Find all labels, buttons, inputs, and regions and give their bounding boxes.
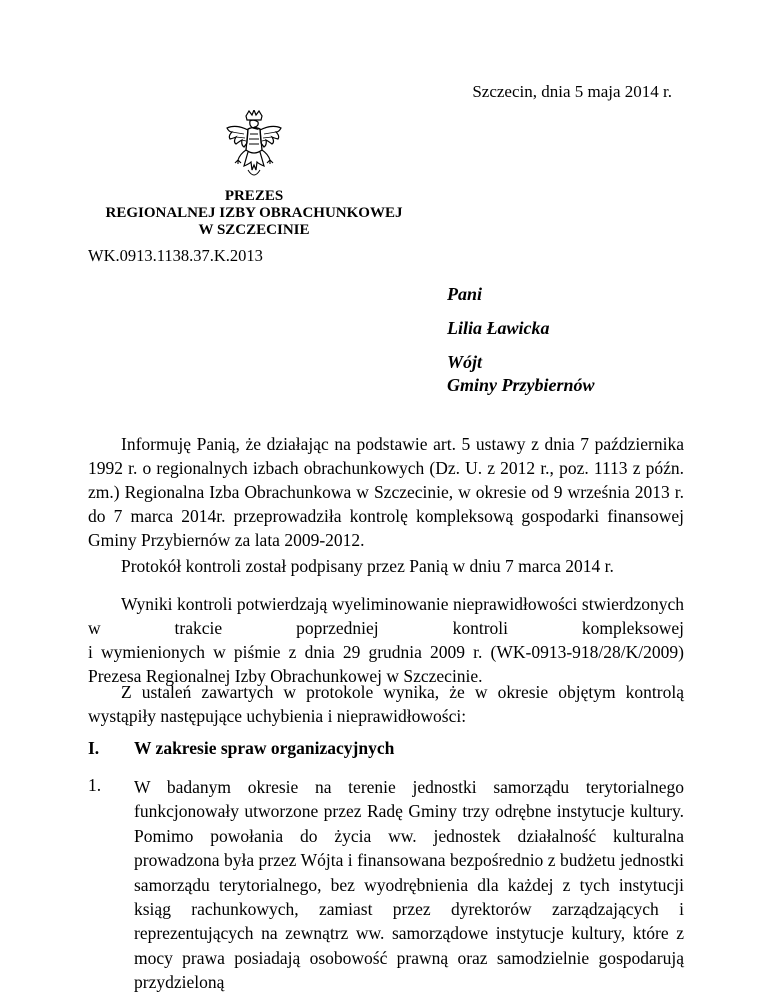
issuer-institution: REGIONALNEJ IZBY OBRACHUNKOWEJ (105, 205, 403, 221)
body-paragraph-3 (88, 592, 684, 688)
paragraph-text-first: Wyniki kontroli potwierdzają wyeliminowanie nieprawidłowości stwierdzonych w trakcie poprzedniej kontroli kompleksowej (88, 594, 684, 638)
issuer-block (84, 188, 424, 239)
body-paragraph-1 (88, 432, 684, 552)
paragraph-text-rest: i wymienionych w piśmie z dnia 29 grudnia 2009 r. (WK-0913-918/28/K/2009) Prezesa Regionalnej Izby Obrachunkowej w Szczecinie. (88, 642, 684, 686)
issuer-city: W SZCZECINIE (198, 222, 310, 238)
paragraph-text: Protokół kontroli został podpisany przez Panią w dniu 7 marca 2014 r. (121, 556, 614, 576)
body-paragraph-4 (88, 680, 684, 728)
addressee-position: Wójt (447, 352, 483, 372)
reference-number: WK.0913.1138.37.K.2013 (88, 246, 263, 265)
item-number: 1. (88, 775, 102, 795)
addressee-institution: Gminy Przybiernów (447, 375, 595, 395)
body-paragraph-2 (88, 554, 684, 578)
item-1-text (134, 775, 684, 995)
paragraph-text: Z ustaleń zawartych w protokole wynika, że w okresie objętym kontrolą wystąpiły następujące uchybienia i nieprawidłowości: (88, 682, 684, 726)
issuer-title: PREZES (224, 188, 284, 204)
addressee-name: Lilia Ławicka (447, 318, 550, 338)
section-title: W zakresie spraw organizacyjnych (134, 738, 395, 758)
polish-eagle-emblem-icon (224, 110, 284, 182)
document-date: Szczecin, dnia 5 maja 2014 r. (472, 82, 672, 101)
addressee-salutation: Pani (447, 284, 483, 304)
paragraph-text: Informuję Panią, że działając na podstawie art. 5 ustawy z dnia 7 października 1992 r. o regionalnych izbach obrachunkowych (Dz. U. z 2012 r., poz. 1113 z późn. zm.) Regionalna Izba Obrachunkowa w Szczecinie, w okresie od 9 września 2013 r. do 7 marca 2014r. przeprowadziła kontrolę kompleksową gospodarki finansowej Gminy Przybiernów za lata 2009-2012. (88, 434, 684, 550)
section-number: I. (88, 738, 100, 758)
item-paragraph: W badanym okresie na terenie jednostki samorządu terytorialnego funkcjonowały utworzone przez Radę Gminy trzy odrębne instytucje kultury. Pomimo powołania do życia ww. jednostek działalność kulturalna prowadzona była przez Wójta i finansowana bezpośrednio z budżetu jednostki samorządu terytorialnego, bez wyodrębnienia dla każdej z tych instytucji ksiąg rachunkowych, zamiast przez dyrektorów zarządzających i reprezentujących na zewnątrz ww. samorządowe instytucje kultury, które z mocy prawa posiadają osobowość prawną oraz samodzielnie gospodarują przydzieloną (134, 777, 684, 993)
